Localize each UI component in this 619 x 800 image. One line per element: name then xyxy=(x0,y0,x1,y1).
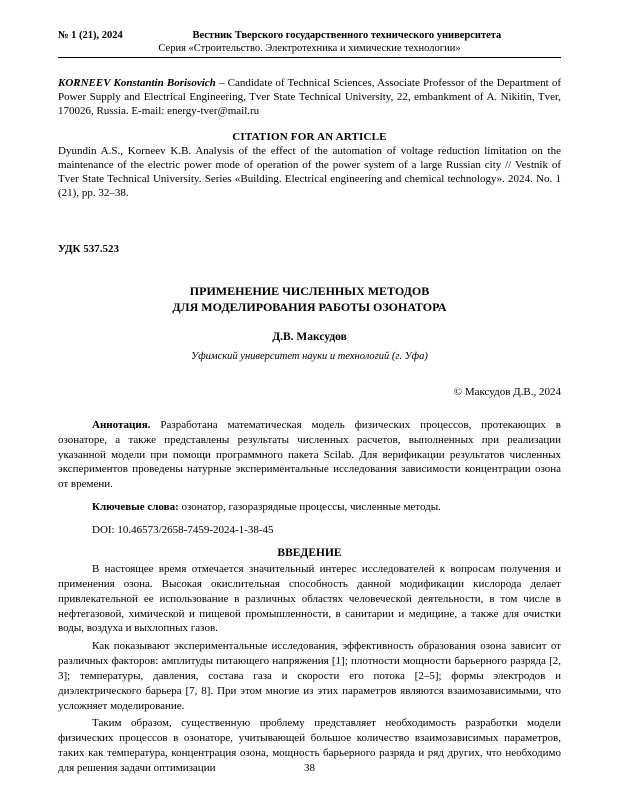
abstract-label: Аннотация. xyxy=(92,418,151,431)
article-author: Д.В. Максудов xyxy=(272,330,347,343)
keywords-text: озонатор, газоразрядные процессы, численные методы. xyxy=(178,501,441,514)
keywords xyxy=(58,500,561,515)
doi: DOI: 10.46573/2658-7459-2024-1-38-45 xyxy=(92,523,274,536)
udk-code: УДК 537.523 xyxy=(58,242,120,255)
header-divider xyxy=(58,57,561,58)
abstract-text: Разработана математическая модель физических процессов, протекающих в озонаторе, а также представлены результаты численных расчетов, выполненных при реализации указанной модели при помощи программного пакета Scilab. Для верификации результатов численных экспериментов проведены натурные экспериментальные исследования зависимости концентрации озона от времени. xyxy=(58,418,561,491)
author-bio xyxy=(58,76,561,118)
author-affiliation: Уфимский университет науки и технологий (г. Уфа) xyxy=(191,350,428,362)
intro-heading: ВВЕДЕНИЕ xyxy=(277,546,342,559)
page-number: 38 xyxy=(304,762,315,774)
title-line-2: ДЛЯ МОДЕЛИРОВАНИЯ РАБОТЫ ОЗОНАТОРА xyxy=(172,299,447,314)
page-title xyxy=(58,283,561,315)
running-head xyxy=(58,30,561,41)
issue-label: № 1 (21), 2024 xyxy=(58,30,123,41)
body-paragraph: Как показывают экспериментальные исследования, эффективность образования озона зависит от различных факторов: амплитуды питающего напряжения [1]; плотности мощности барьерного разряда [2, 3]; температуры, давления, состава газа и скорости его потока [2–5]; формы электродов и диэлектрического барьера [7, 8]. При этом многие из этих параметров являются взаимозависимыми, что усложняет моделирование. xyxy=(58,640,561,712)
body-paragraph: Таким образом, существенную проблему представляет необходимость разработки модели физических процессов в озонаторе, учитывающей большое количество взаимозависимых параметров, таких как температура, концентрация озона, мощность барьерного разряда и ряд других, что необходимо для решения задачи оптимизации xyxy=(58,717,561,774)
bio-name: KORNEEV Konstantin Borisovich xyxy=(58,77,216,89)
citation-text: Dyundin A.S., Korneev K.B. Analysis of the effect of the automation of voltage reduction limitation on the maintenance of the electric power mode of operation of the power system of a large Russian city // Vestnik of Tver State Technical University. Series «Building. Electrical engineering and chemical technology». 2024. No. 1 (21), pp. 32–38. xyxy=(58,145,561,200)
abstract xyxy=(58,418,561,492)
body-paragraph: В настоящее время отмечается значительный интерес исследователей к вопросам получения и применения озона. Высокая окислительная способность данной модификации кислорода делает привлекательной ее использование в различных областях человеческой деятельности, в том числе в нефтегазовой, химической и пищевой промышленности, в санитарии и медицине, а также для очистки воды, воздуха и выхлопных газов. xyxy=(58,562,561,635)
journal-title: Вестник Тверского государственного технического университета xyxy=(192,30,502,41)
series-label: Серия «Строительство. Электротехника и химические технологии» xyxy=(158,43,461,54)
keywords-label: Ключевые слова: xyxy=(92,501,179,514)
copyright-notice: © Максудов Д.В., 2024 xyxy=(453,385,561,398)
bio-details: – Candidate of Technical Sciences, Associate Professor of the Department of Power Supply and Electrical Engineering, Tver State Technical University, 22, embankment of A. Nikitin, Tver, 170026, Russia. E-mail: energy-tver@mail.ru xyxy=(58,77,561,118)
citation-heading: CITATION FOR AN ARTICLE xyxy=(232,131,387,144)
title-line-1: ПРИМЕНЕНИЕ ЧИСЛЕННЫХ МЕТОДОВ xyxy=(189,283,430,298)
